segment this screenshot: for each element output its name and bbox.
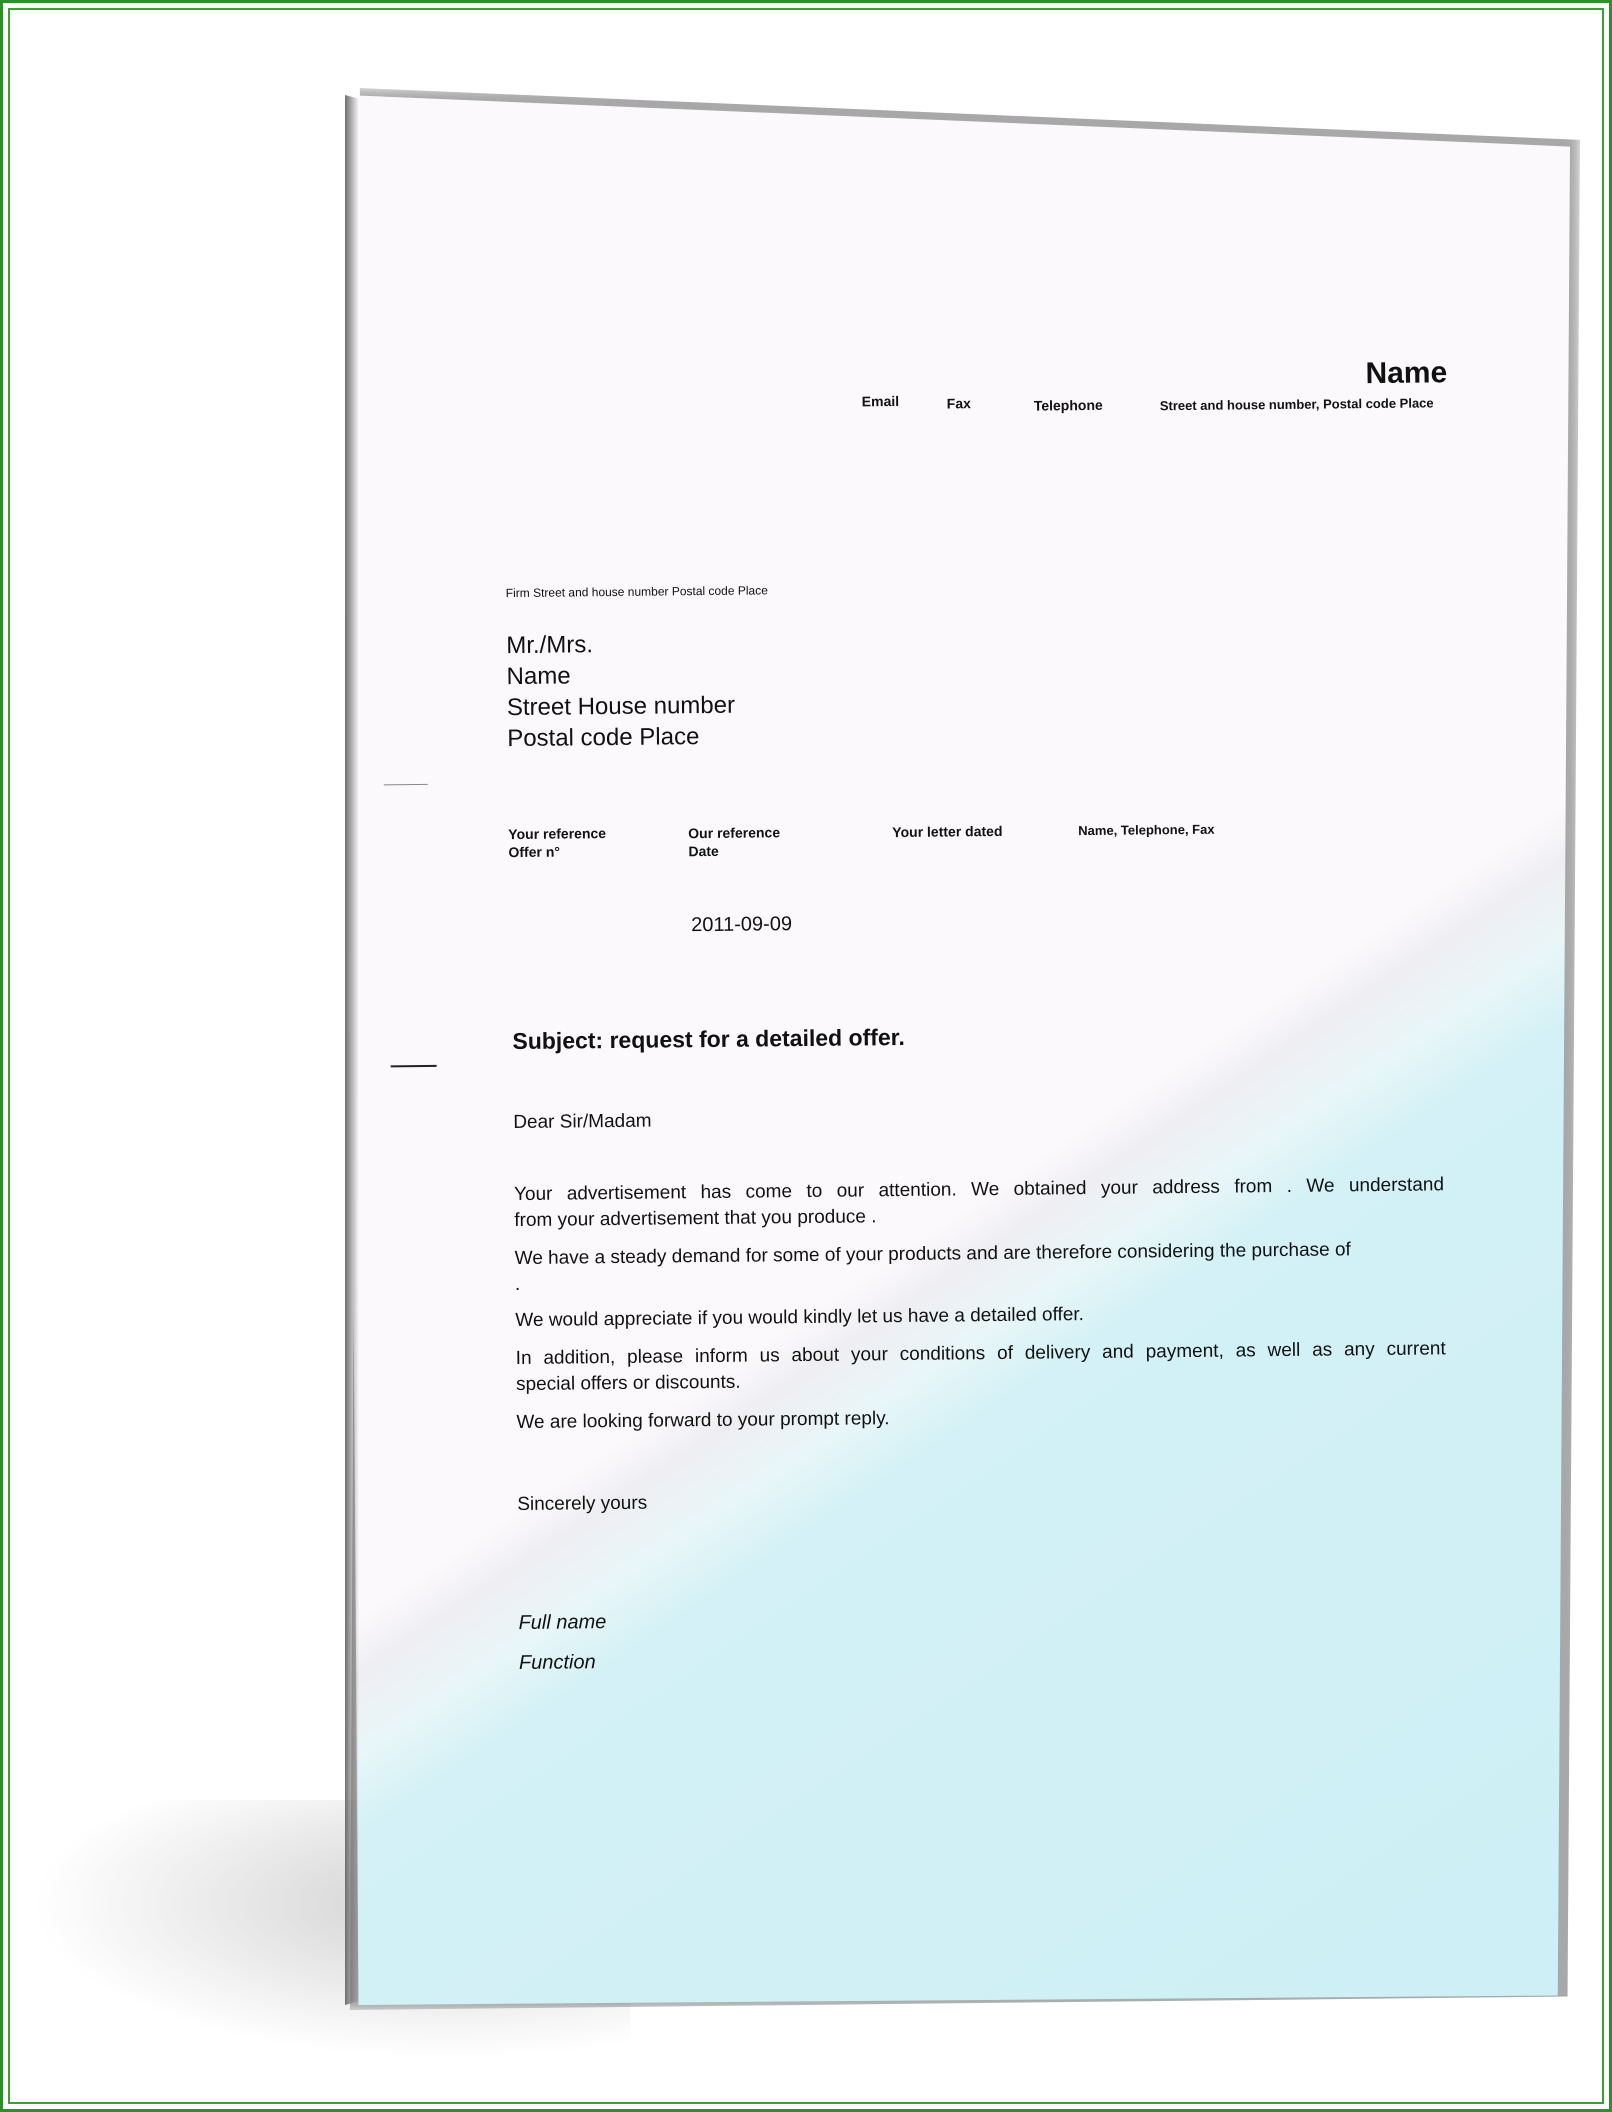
signatory-full-name: Full name <box>518 1611 607 1635</box>
letter-date: 2011-09-09 <box>691 913 793 937</box>
ref-date-label: Date <box>688 842 719 860</box>
paragraph-5: We are looking forward to your prompt reply. <box>516 1408 890 1434</box>
paragraph-4-line-1: In addition, please inform us about your conditions of delivery and payment, as well as any current <box>515 1338 1446 1370</box>
sender-return-line: Firm Street and house number Postal code Place <box>505 583 768 601</box>
recipient-name: Name <box>506 662 571 691</box>
letter-subject: Subject: request for a detailed offer. <box>512 1023 905 1055</box>
header-telephone: Telephone <box>1033 396 1103 414</box>
ref-contact: Name, Telephone, Fax <box>1078 821 1215 839</box>
letter-greeting: Dear Sir/Madam <box>513 1110 652 1134</box>
ref-your-letter-dated: Your letter dated <box>892 822 1003 841</box>
recipient-city: Postal code Place <box>507 723 700 753</box>
header-fax: Fax <box>946 395 971 412</box>
ref-offer-no: Offer n° <box>508 843 561 861</box>
signatory-function: Function <box>518 1651 596 1675</box>
header-address: Street and house number, Postal code Place <box>1159 395 1434 414</box>
letter-closing: Sincerely yours <box>517 1492 648 1516</box>
paragraph-1-line-1: Your advertisement has come to our attention. We obtained your address from . We understand <box>513 1174 1445 1206</box>
paragraph-1-line-2: from your advertisement that you produce . <box>514 1206 877 1232</box>
header-email: Email <box>861 392 900 410</box>
recipient-street: Street House number <box>506 691 736 722</box>
inner-green-frame <box>8 8 1604 2104</box>
paragraph-3: We would appreciate if you would kindly let us have a detailed offer. <box>515 1304 1085 1332</box>
header-name: Name <box>1365 356 1448 391</box>
ref-our-reference: Our reference <box>688 824 781 842</box>
paragraph-4-line-2: special offers or discounts. <box>515 1371 741 1396</box>
recipient-salutation: Mr./Mrs. <box>506 631 594 660</box>
paragraph-2-line-1: We have a steady demand for some of your products and are therefore considering the purchase of <box>514 1239 1351 1270</box>
ref-your-reference: Your reference <box>508 825 607 843</box>
paragraph-2-line-2: . <box>514 1273 521 1296</box>
